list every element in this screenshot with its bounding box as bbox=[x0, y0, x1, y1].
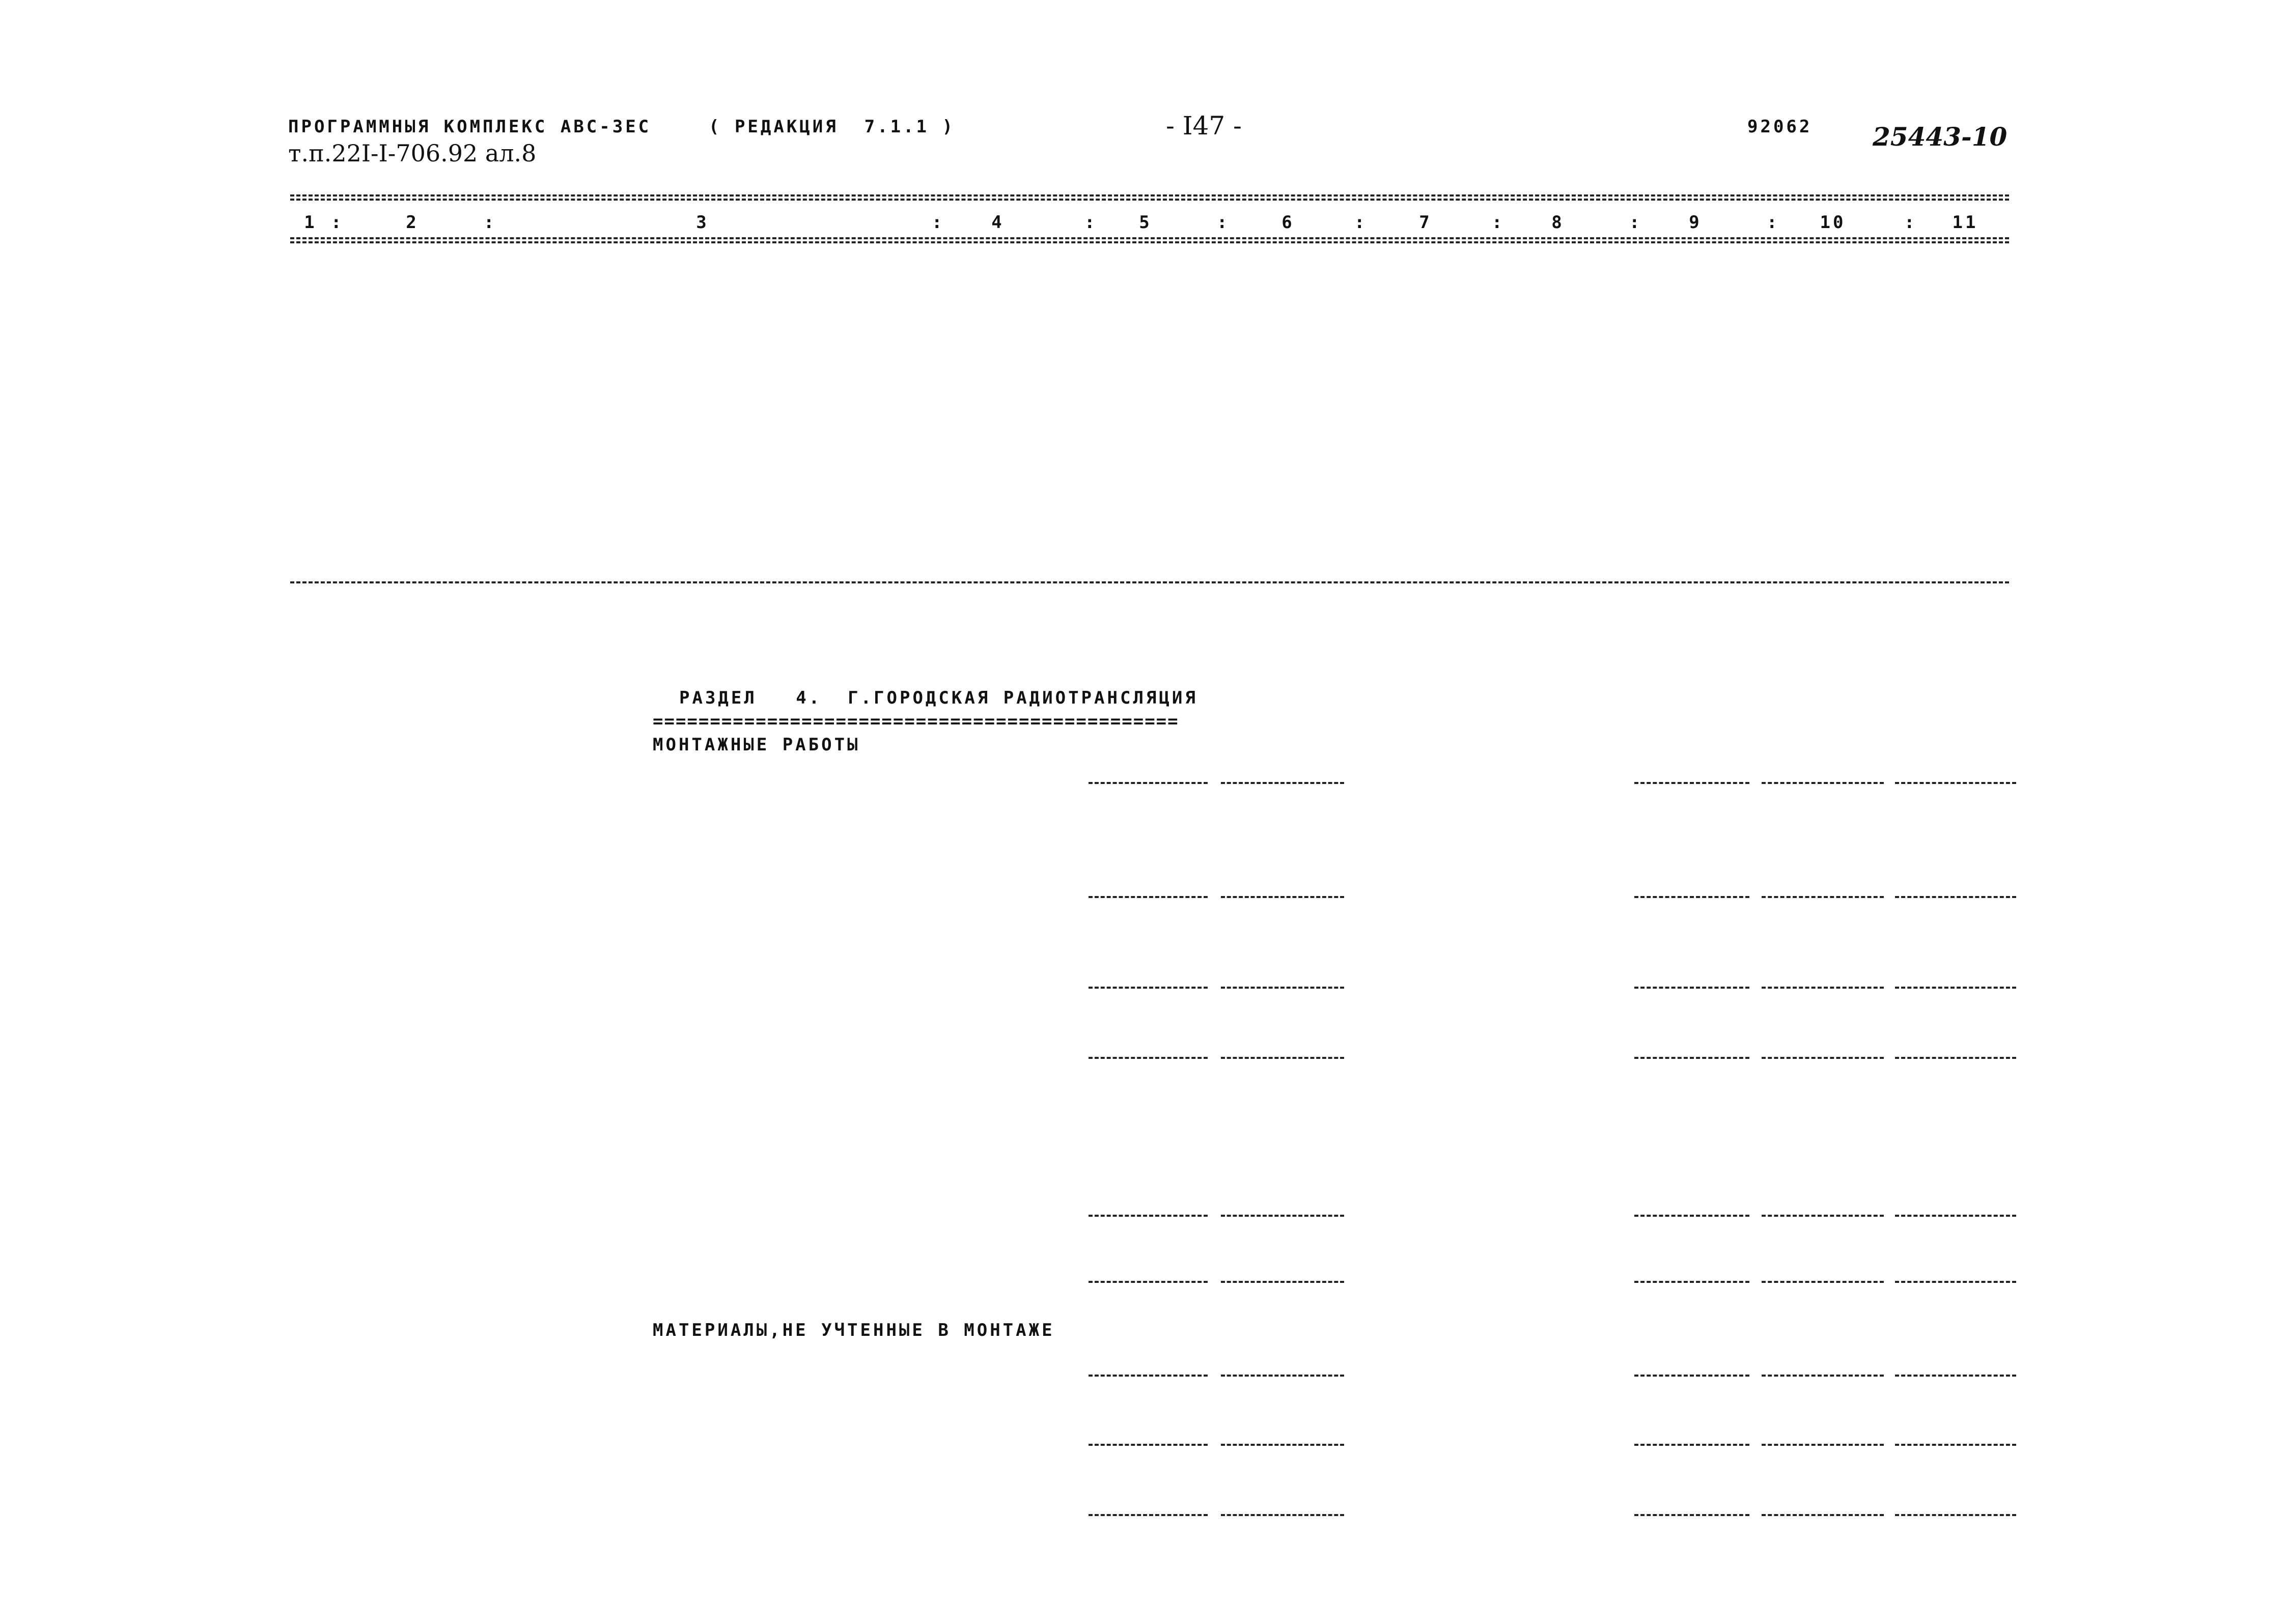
fraction-bar bbox=[1089, 782, 1208, 784]
program-title: ПРОГРАММНЫЯ КОМПЛЕКС АВС-3ЕС bbox=[288, 117, 652, 137]
header-rule-top bbox=[290, 194, 2009, 201]
fraction-bar bbox=[1089, 1215, 1208, 1217]
fraction-bar bbox=[1089, 1281, 1208, 1283]
fraction-bar bbox=[1895, 1375, 2016, 1377]
fraction-bar bbox=[1089, 1514, 1208, 1516]
page-number: - I47 - bbox=[1166, 111, 1242, 141]
column-separator: : bbox=[1492, 212, 1505, 233]
fraction-bar bbox=[1634, 1375, 1749, 1377]
fraction-bar bbox=[1221, 782, 1344, 784]
fraction-bar bbox=[1762, 782, 1884, 784]
column-header-1: 1 bbox=[304, 212, 317, 233]
column-header-10: 10 bbox=[1820, 212, 1846, 233]
column-separator: : bbox=[331, 212, 344, 233]
fraction-bar bbox=[1089, 1444, 1208, 1446]
column-separator: : bbox=[1629, 212, 1642, 233]
fraction-bar bbox=[1895, 1057, 2016, 1059]
fraction-bar bbox=[1089, 896, 1208, 898]
column-header-7: 7 bbox=[1419, 212, 1432, 233]
fraction-bar bbox=[1895, 987, 2016, 989]
doc-reference: т.п.22I-I-706.92 ал.8 bbox=[288, 139, 537, 167]
materials-heading: МАТЕРИАЛЫ,НЕ УЧТЕННЫЕ В МОНТАЖЕ bbox=[653, 1320, 1055, 1340]
fraction-bar bbox=[1221, 1375, 1344, 1377]
fraction-bar bbox=[1762, 1215, 1884, 1217]
fraction-bar bbox=[1221, 1514, 1344, 1516]
fraction-bar bbox=[1221, 1057, 1344, 1059]
section-subtitle: МОНТАЖНЫЕ РАБОТЫ bbox=[653, 735, 860, 755]
fraction-bar bbox=[1634, 1444, 1749, 1446]
column-header-11: 11 bbox=[1952, 212, 1979, 233]
fraction-bar bbox=[1221, 1281, 1344, 1283]
edition-label: ( РЕДАКЦИЯ 7.1.1 ) bbox=[709, 117, 955, 137]
doc-code: 92062 bbox=[1747, 117, 1813, 137]
handwritten-number: 25443-10 bbox=[1873, 122, 2008, 152]
column-separator: : bbox=[932, 212, 945, 233]
column-header-9: 9 bbox=[1689, 212, 1702, 233]
column-separator: : bbox=[1217, 212, 1230, 233]
fraction-bar bbox=[1762, 1281, 1884, 1283]
fraction-bar bbox=[1089, 1057, 1208, 1059]
column-separator: : bbox=[1767, 212, 1780, 233]
header-rule-bottom bbox=[290, 237, 2009, 243]
fraction-bar bbox=[1634, 987, 1749, 989]
fraction-bar bbox=[1762, 1444, 1884, 1446]
fraction-bar bbox=[1762, 1057, 1884, 1059]
fraction-bar bbox=[1895, 896, 2016, 898]
fraction-bar bbox=[1221, 1215, 1344, 1217]
fraction-bar bbox=[1895, 1215, 2016, 1217]
fraction-bar bbox=[1762, 1514, 1884, 1516]
section-title: РАЗДЕЛ 4. Г.ГОРОДСКАЯ РАДИОТРАНСЛЯЦИЯ bbox=[679, 688, 1198, 708]
fraction-bar bbox=[1634, 1215, 1749, 1217]
fraction-bar bbox=[1895, 1514, 2016, 1516]
fraction-bar bbox=[1895, 1281, 2016, 1283]
column-header-6: 6 bbox=[1281, 212, 1295, 233]
column-separator: : bbox=[1354, 212, 1368, 233]
fraction-bar bbox=[1634, 1281, 1749, 1283]
fraction-bar bbox=[1221, 896, 1344, 898]
column-separator: : bbox=[484, 212, 497, 233]
column-header-5: 5 bbox=[1139, 212, 1152, 233]
fraction-bar bbox=[1634, 782, 1749, 784]
fraction-bar bbox=[1634, 1514, 1749, 1516]
fraction-bar bbox=[1762, 896, 1884, 898]
totals-divider bbox=[290, 581, 2009, 583]
column-separator: : bbox=[1904, 212, 1917, 233]
column-header-4: 4 bbox=[991, 212, 1005, 233]
section-underline: ============================================== bbox=[653, 711, 1179, 732]
fraction-bar bbox=[1762, 1375, 1884, 1377]
fraction-bar bbox=[1762, 987, 1884, 989]
fraction-bar bbox=[1221, 1444, 1344, 1446]
column-header-2: 2 bbox=[406, 212, 419, 233]
column-header-3: 3 bbox=[696, 212, 709, 233]
fraction-bar bbox=[1089, 1375, 1208, 1377]
column-header-8: 8 bbox=[1551, 212, 1565, 233]
fraction-bar bbox=[1634, 896, 1749, 898]
fraction-bar bbox=[1895, 1444, 2016, 1446]
fraction-bar bbox=[1089, 987, 1208, 989]
column-separator: : bbox=[1084, 212, 1098, 233]
fraction-bar bbox=[1634, 1057, 1749, 1059]
fraction-bar bbox=[1221, 987, 1344, 989]
fraction-bar bbox=[1895, 782, 2016, 784]
